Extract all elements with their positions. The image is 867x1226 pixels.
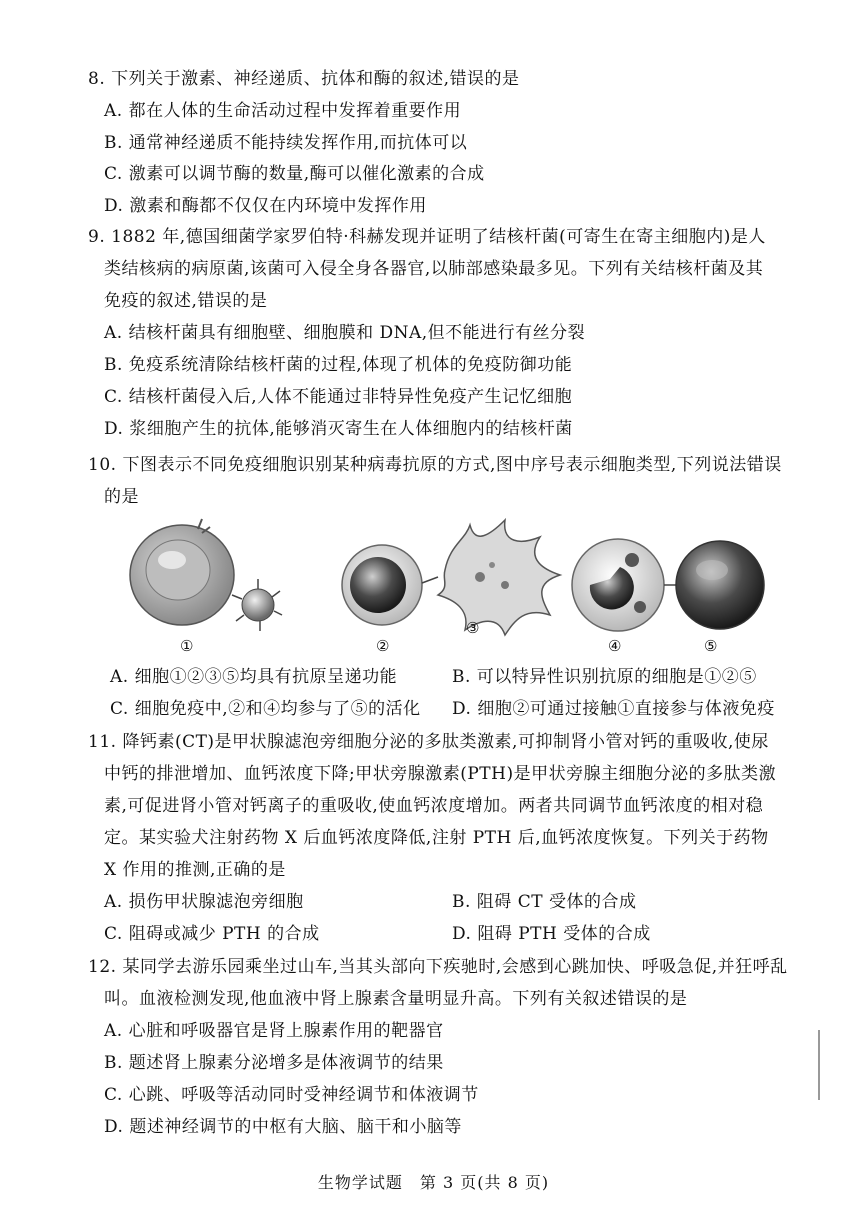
- q12-stem-line2: 叫。血液检测发现,他血液中肾上腺素含量明显升高。下列有关叙述错误的是: [104, 989, 688, 1009]
- q10-option-b: B. 可以特异性识别抗原的细胞是①②⑤: [452, 667, 757, 687]
- q9-option-d: D. 浆细胞产生的抗体,能够消灭寄生在人体细胞内的结核杆菌: [104, 419, 573, 439]
- cell-5: [676, 541, 764, 629]
- q12-option-d: D. 题述神经调节的中枢有大脑、脑干和小脑等: [104, 1117, 462, 1137]
- q8-option-c: C. 激素可以调节酶的数量,酶可以催化激素的合成: [104, 164, 485, 184]
- page-footer: 生物学试题 第 3 页(共 8 页): [317, 1173, 550, 1192]
- figure-label-5: ⑤: [704, 637, 718, 655]
- q9-option-c: C. 结核杆菌侵入后,人体不能通过非特异性免疫产生记忆细胞: [104, 387, 573, 407]
- q10-option-d: D. 细胞②可通过接触①直接参与体液免疫: [452, 699, 775, 719]
- cell-1: [130, 519, 282, 631]
- q8-option-b: B. 通常神经递质不能持续发挥作用,而抗体可以: [104, 133, 468, 153]
- q12-option-c: C. 心跳、呼吸等活动同时受神经调节和体液调节: [104, 1085, 479, 1105]
- cell-2: [342, 545, 438, 625]
- figure-label-4: ④: [608, 637, 622, 655]
- q11-stem-line4: 定。某实验犬注射药物 X 后血钙浓度降低,注射 PTH 后,血钙浓度恢复。下列关于药物: [104, 828, 769, 848]
- q8-stem: 8. 下列关于激素、神经递质、抗体和酶的叙述,错误的是: [88, 69, 520, 89]
- cell-4: [572, 539, 680, 631]
- q11-option-c: C. 阻碍或减少 PTH 的合成: [104, 924, 320, 944]
- q10-stem-line1: 10. 下图表示不同免疫细胞识别某种病毒抗原的方式,图中序号表示细胞类型,下列说法错误: [88, 455, 782, 475]
- q9-option-b: B. 免疫系统清除结核杆菌的过程,体现了机体的免疫防御功能: [104, 355, 573, 375]
- q10-option-c: C. 细胞免疫中,②和④均参与了⑤的活化: [110, 699, 421, 719]
- q8-option-a: A. 都在人体的生命活动过程中发挥着重要作用: [104, 101, 462, 121]
- q12-option-b: B. 题述肾上腺素分泌增多是体液调节的结果: [104, 1053, 444, 1073]
- figure-label-1: ①: [180, 637, 194, 655]
- q8-option-d: D. 激素和酶都不仅仅在内环境中发挥作用: [104, 196, 427, 216]
- q10-stem-line2: 的是: [104, 487, 139, 507]
- q9-stem-line2: 类结核病的病原菌,该菌可入侵全身各器官,以肺部感染最多见。下列有关结核杆菌及其: [104, 259, 764, 279]
- cell-3: [438, 520, 560, 635]
- margin-mark: [818, 1030, 820, 1100]
- q10-option-a: A. 细胞①②③⑤均具有抗原呈递功能: [110, 667, 398, 687]
- figure-label-2: ②: [376, 637, 390, 655]
- q11-stem-line3: 素,可促进肾小管对钙离子的重吸收,使血钙浓度增加。两者共同调节血钙浓度的相对稳: [104, 796, 764, 816]
- q9-stem-line3: 免疫的叙述,错误的是: [104, 291, 268, 311]
- q11-stem-line5: X 作用的推测,正确的是: [104, 860, 286, 880]
- immune-cells-figure: [120, 515, 770, 660]
- q11-option-b: B. 阻碍 CT 受体的合成: [452, 892, 637, 912]
- q12-stem-line1: 12. 某同学去游乐园乘坐过山车,当其头部向下疾驰时,会感到心跳加快、呼吸急促,并狂呼乱: [88, 957, 788, 977]
- q11-option-a: A. 损伤甲状腺滤泡旁细胞: [104, 892, 304, 912]
- q9-option-a: A. 结核杆菌具有细胞壁、细胞膜和 DNA,但不能进行有丝分裂: [104, 323, 586, 343]
- q12-option-a: A. 心脏和呼吸器官是肾上腺素作用的靶器官: [104, 1021, 444, 1041]
- q11-option-d: D. 阻碍 PTH 受体的合成: [452, 924, 651, 944]
- q11-stem-line2: 中钙的排泄增加、血钙浓度下降;甲状旁腺激素(PTH)是甲状旁腺主细胞分泌的多肽类激: [104, 764, 777, 784]
- figure-label-3: ③: [466, 619, 480, 637]
- q11-stem-line1: 11. 降钙素(CT)是甲状腺滤泡旁细胞分泌的多肽类激素,可抑制肾小管对钙的重吸收,使尿: [88, 732, 769, 752]
- q9-stem-line1: 9. 1882 年,德国细菌学家罗伯特·科赫发现并证明了结核杆菌(可寄生在寄主细胞内)是人: [88, 227, 766, 247]
